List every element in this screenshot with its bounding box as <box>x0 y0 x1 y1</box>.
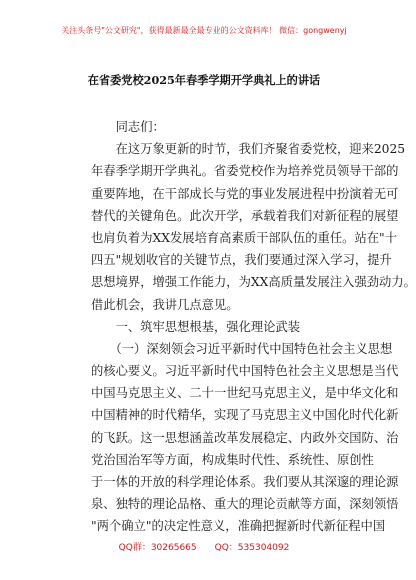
document-title: 在省委党校2025年春季学期开学典礼上的讲话 <box>87 73 321 87</box>
body-line: （一）深刻领会习近平新时代中国特色社会主义思想 <box>91 341 393 356</box>
body-line: 的飞跃。这一思想涵盖改革发展稳定、内政外交国防、治 <box>91 430 399 445</box>
body-line: 替代的关键角色。此次开学，承载着我们对新征程的展望 <box>91 208 399 223</box>
body-line: 中国精神的时代精华，实现了马克思主义中国化时代化新 <box>91 408 399 423</box>
body-line: 年春季学期开学典礼。省委党校作为培养党员领导干部的 <box>91 164 399 179</box>
body-line: 在这万象更新的时节，我们齐聚省委党校，迎来2025 <box>91 142 406 157</box>
body-line: 中国马克思主义、二十一世纪马克思主义，是中华文化和 <box>91 386 399 401</box>
body-line: 也肩负着为XX发展培育高素质干部队伍的重任。站在"十 <box>91 230 397 245</box>
body-line: "两个确立"的决定性意义，准确把握新时代新征程中国 <box>91 519 386 534</box>
body-line: 借此机会，我讲几点意见。 <box>91 297 239 312</box>
body-line: 党治国治军等方面，构成集时代性、系统性、原创性 <box>91 452 374 467</box>
document-body <box>91 116 416 538</box>
section-heading: 一、筑牢思想根基，强化理论武装 <box>91 319 301 334</box>
contact-footer: QQ群：30265665 QQ：535304092 <box>118 543 290 553</box>
body-line: 四五"规划收官的关键节点，我们要通过深入学习，提升 <box>91 253 392 268</box>
body-line: 思想境界，增强工作能力，为XX高质量发展注入强劲动力。 <box>91 275 416 290</box>
promo-banner: 关注头条号"公文研究"，获得最新最全最专业的公文资料库！ 微信：gongwenyj <box>61 26 347 35</box>
salutation-line: 同志们： <box>91 120 165 134</box>
body-line: 泉、独特的理论品格、重大的理论贡献等方面，深刻领悟 <box>91 497 399 512</box>
body-line: 的核心要义。习近平新时代中国特色社会主义思想是当代 <box>91 364 399 379</box>
body-line: 于一体的开放的科学理论体系。我们要从其深邃的理论源 <box>91 475 399 489</box>
body-line: 重要阵地，在干部成长与党的事业发展进程中扮演着无可 <box>91 186 399 201</box>
